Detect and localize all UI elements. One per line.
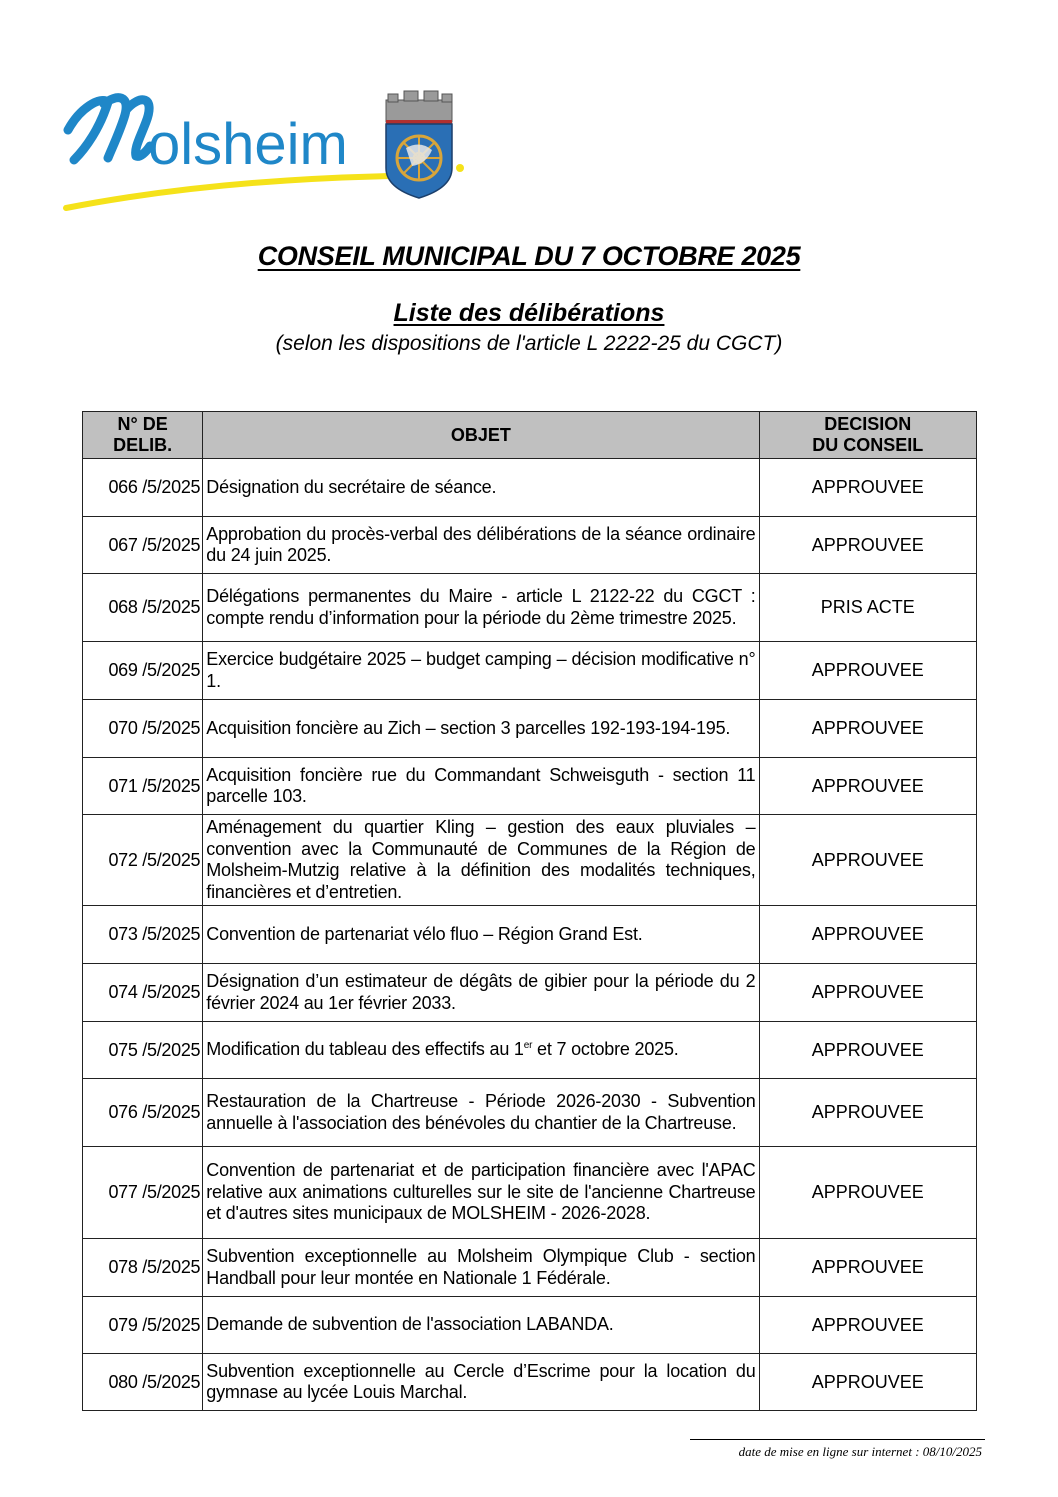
deliberation-objet: Demande de subvention de l'association LABANDA. (203, 1297, 759, 1354)
deliberation-number: 071 /5/2025 (83, 758, 203, 815)
publication-date: date de mise en ligne sur internet : 08/10/2025 (738, 1444, 982, 1459)
table-row (83, 964, 977, 1022)
deliberation-objet: Désignation d’un estimateur de dégâts de gibier pour la période du 2 février 2024 au 1er février 2033. (203, 964, 759, 1022)
deliberation-objet: Approbation du procès-verbal des délibérations de la séance ordinaire du 24 juin 2025. (203, 517, 759, 574)
decision-status: APPROUVEE (759, 1297, 977, 1354)
logo-text: olsheim (148, 112, 348, 177)
deliberation-number: 069 /5/2025 (83, 642, 203, 700)
deliberation-number: 070 /5/2025 (83, 700, 203, 758)
deliberation-objet: Aménagement du quartier Kling – gestion des eaux pluviales – convention avec la Communauté de Communes de la Région de Molsheim-Mutzig relative à la définition des modalités techniques, financières et d’entretien. (203, 815, 759, 906)
decision-status: APPROUVEE (759, 1022, 977, 1079)
deliberation-objet: Convention de partenariat vélo fluo – Région Grand Est. (203, 906, 759, 964)
deliberation-objet: Exercice budgétaire 2025 – budget camping – décision modificative n° 1. (203, 642, 759, 700)
deliberation-number: 067 /5/2025 (83, 517, 203, 574)
table-row (83, 1297, 977, 1354)
table-row (83, 517, 977, 574)
table-row (83, 1022, 977, 1079)
deliberation-objet: Restauration de la Chartreuse - Période 2026-2030 - Subvention annuelle à l'association des bénévoles du chantier de la Chartreuse. (203, 1079, 759, 1147)
deliberation-objet: Convention de partenariat et de participation financière avec l'APAC relative aux animations culturelles sur le site de l'ancienne Chartreuse et d'autres sites municipaux de MOLSHEIM - 2026-2028. (203, 1147, 759, 1239)
deliberation-number: 068 /5/2025 (83, 574, 203, 642)
table-row (83, 1079, 977, 1147)
deliberation-objet: Modification du tableau des effectifs au 1er et 7 octobre 2025. (203, 1022, 759, 1079)
deliberation-objet: Désignation du secrétaire de séance. (203, 459, 759, 517)
column-header-number: N° DE DELIB. (83, 412, 203, 459)
deliberation-number: 079 /5/2025 (83, 1297, 203, 1354)
decision-status: APPROUVEE (759, 1354, 977, 1411)
page-subtitle: Liste des délibérations (393, 299, 665, 327)
table-row (83, 758, 977, 815)
table-row (83, 1354, 977, 1411)
deliberation-objet: Subvention exceptionnelle au Molsheim Olympique Club - section Handball pour leur montée en Nationale 1 Fédérale. (203, 1239, 759, 1297)
deliberation-objet: Acquisition foncière au Zich – section 3 parcelles 192-193-194-195. (203, 700, 759, 758)
deliberation-number: 078 /5/2025 (83, 1239, 203, 1297)
deliberations-table (82, 411, 977, 1411)
table-row (83, 574, 977, 642)
decision-status: APPROUVEE (759, 1147, 977, 1239)
column-header-objet: OBJET (203, 412, 759, 459)
decision-status: PRIS ACTE (759, 574, 977, 642)
deliberation-number: 073 /5/2025 (83, 906, 203, 964)
decision-status: APPROUVEE (759, 642, 977, 700)
decision-status: APPROUVEE (759, 815, 977, 906)
decision-status: APPROUVEE (759, 700, 977, 758)
footer-divider (690, 1439, 985, 1440)
table-row (83, 1239, 977, 1297)
deliberation-objet: Subvention exceptionnelle au Cercle d’Escrime pour la location du gymnase au lycée Louis Marchal. (203, 1354, 759, 1411)
decision-status: APPROUVEE (759, 906, 977, 964)
decision-status: APPROUVEE (759, 459, 977, 517)
page-title: CONSEIL MUNICIPAL DU 7 OCTOBRE 2025 (257, 241, 801, 271)
table-row (83, 700, 977, 758)
table-row (83, 642, 977, 700)
deliberation-number: 072 /5/2025 (83, 815, 203, 906)
column-header-decision: DECISION DU CONSEIL (759, 412, 977, 459)
decision-status: APPROUVEE (759, 517, 977, 574)
table-header-row (83, 412, 977, 459)
deliberation-number: 077 /5/2025 (83, 1147, 203, 1239)
deliberation-number: 075 /5/2025 (83, 1022, 203, 1079)
molsheim-logo-icon (60, 88, 470, 218)
deliberation-number: 076 /5/2025 (83, 1079, 203, 1147)
molsheim-logo (60, 88, 470, 218)
legal-reference: (selon les dispositions de l'article L 2222-25 du CGCT) (275, 332, 783, 355)
table-row (83, 1147, 977, 1239)
decision-status: APPROUVEE (759, 1239, 977, 1297)
table-row (83, 906, 977, 964)
decision-status: APPROUVEE (759, 1079, 977, 1147)
deliberation-number: 074 /5/2025 (83, 964, 203, 1022)
table-row (83, 459, 977, 517)
deliberation-objet: Délégations permanentes du Maire - article L 2122-22 du CGCT : compte rendu d’information pour la période du 2ème trimestre 2025. (203, 574, 759, 642)
deliberation-number: 080 /5/2025 (83, 1354, 203, 1411)
deliberation-objet: Acquisition foncière rue du Commandant Schweisguth - section 11 parcelle 103. (203, 758, 759, 815)
deliberation-number: 066 /5/2025 (83, 459, 203, 517)
decision-status: APPROUVEE (759, 758, 977, 815)
decision-status: APPROUVEE (759, 964, 977, 1022)
table-row (83, 815, 977, 906)
